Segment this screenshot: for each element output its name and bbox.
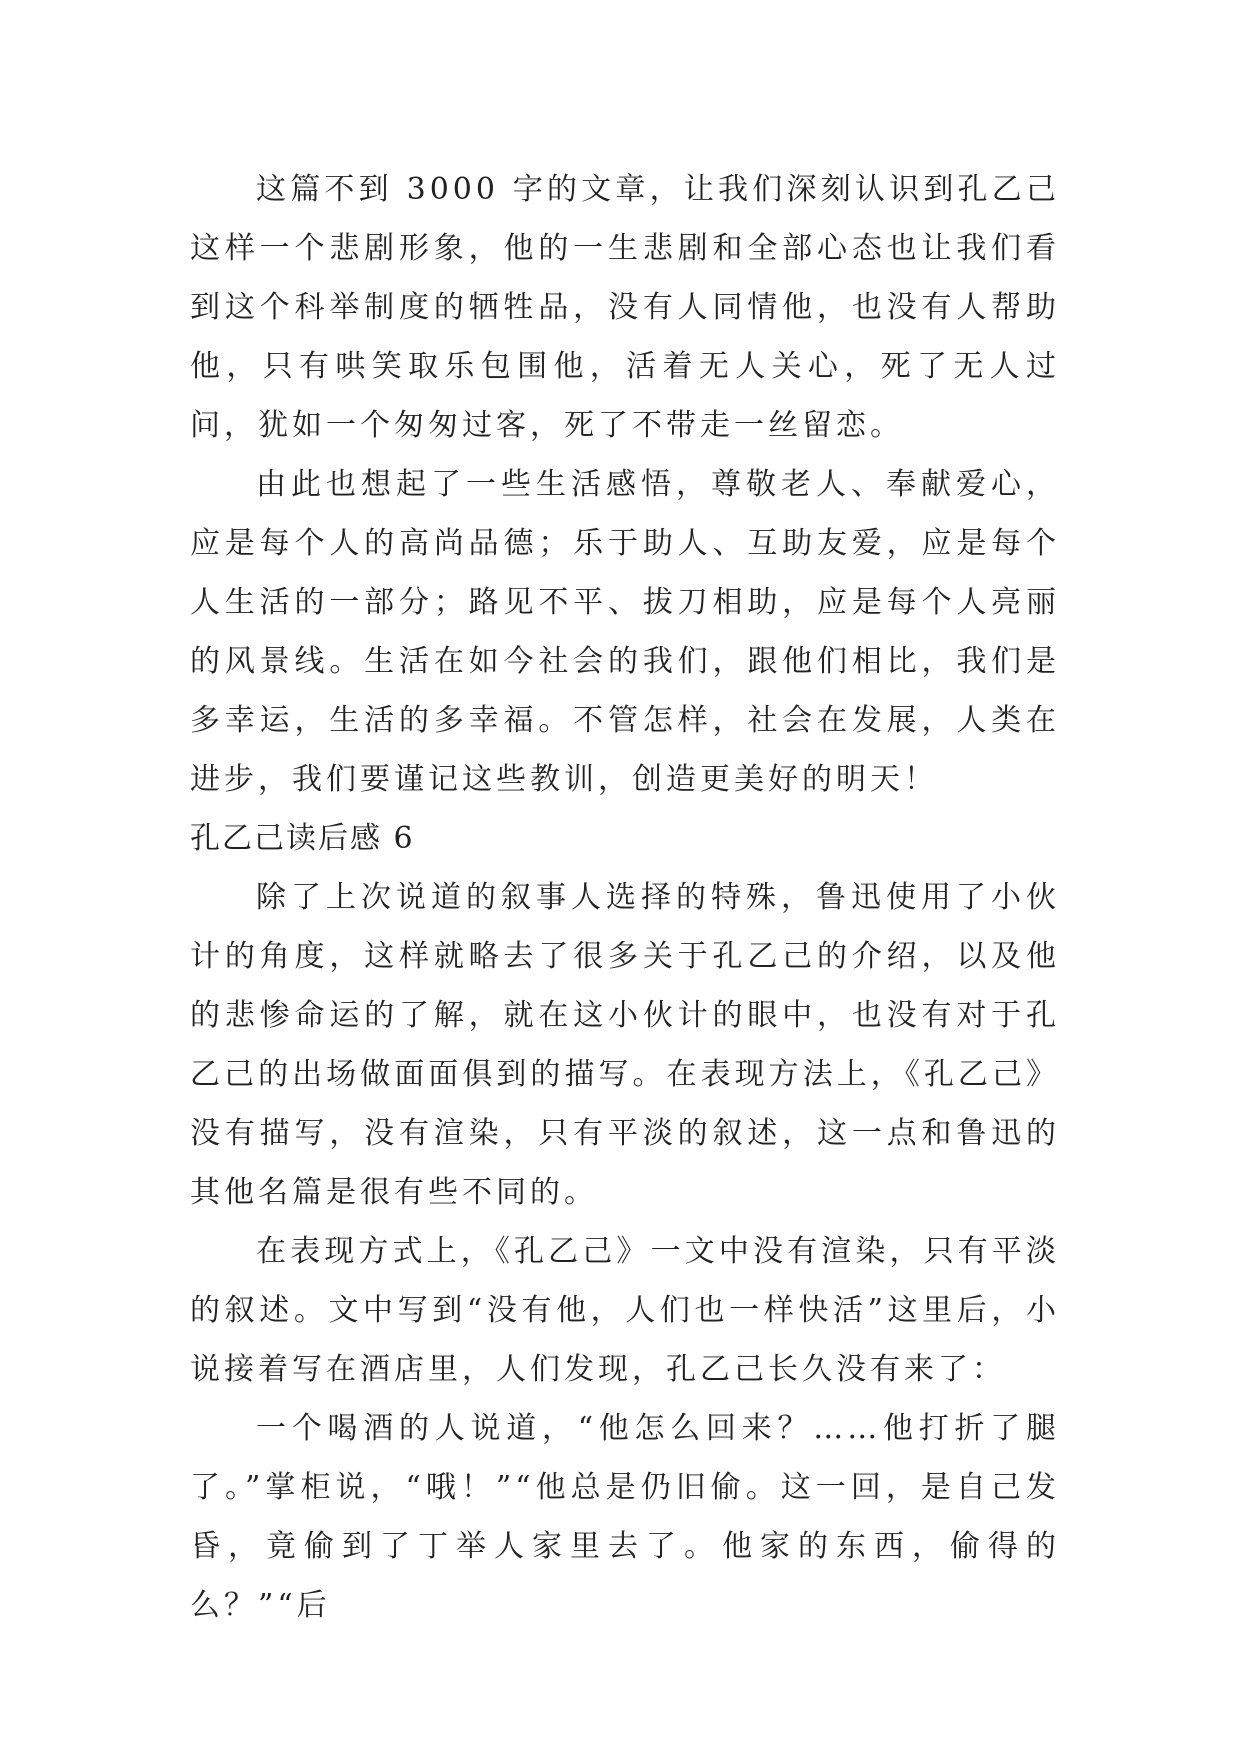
document-body	[190, 160, 1060, 1635]
section-heading: 孔乙己读后感 6	[190, 821, 415, 856]
paragraph: 这篇不到 3000 字的文章，让我们深刻认识到孔乙己这样一个悲剧形象，他的一生悲剧和全部心态也让我们看到这个科举制度的牺牲品，没有人同情他，也没有人帮助他，只有哄笑取乐包围他，活着无人关心，死了无人过问，犹如一个匆匆过客，死了不带走一丝留恋。	[190, 172, 1060, 443]
paragraph: 除了上次说道的叙事人选择的特殊，鲁迅使用了小伙计的角度，这样就略去了很多关于孔乙己的介绍，以及他的悲惨命运的了解，就在这小伙计的眼中，也没有对于孔乙己的出场做面面俱到的描写。在表现方法上，《孔乙己》没有描写，没有渲染，只有平淡的叙述，这一点和鲁迅的其他名篇是很有些不同的。	[190, 880, 1060, 1210]
paragraph: 一个喝酒的人说道，“他怎么回来？……他打折了腿了。”掌柜说，“哦！”“他总是仍旧偷。这一回，是自己发昏，竟偷到了丁举人家里去了。他家的东西，偷得的么？”“后	[190, 1411, 1060, 1623]
paragraph: 由此也想起了一些生活感悟，尊敬老人、奉献爱心，应是每个人的高尚品德；乐于助人、互助友爱，应是每个人生活的一部分；路见不平、拔刀相助，应是每个人亮丽的风景线。生活在如今社会的我们，跟他们相比，我们是多幸运，生活的多幸福。不管怎样，社会在发展，人类在进步，我们要谨记这些教训，创造更美好的明天！	[190, 467, 1060, 797]
paragraph: 在表现方式上，《孔乙己》一文中没有渲染，只有平淡的叙述。文中写到“没有他，人们也一样快活”这里后，小说接着写在酒店里，人们发现，孔乙己长久没有来了：	[190, 1234, 1060, 1387]
